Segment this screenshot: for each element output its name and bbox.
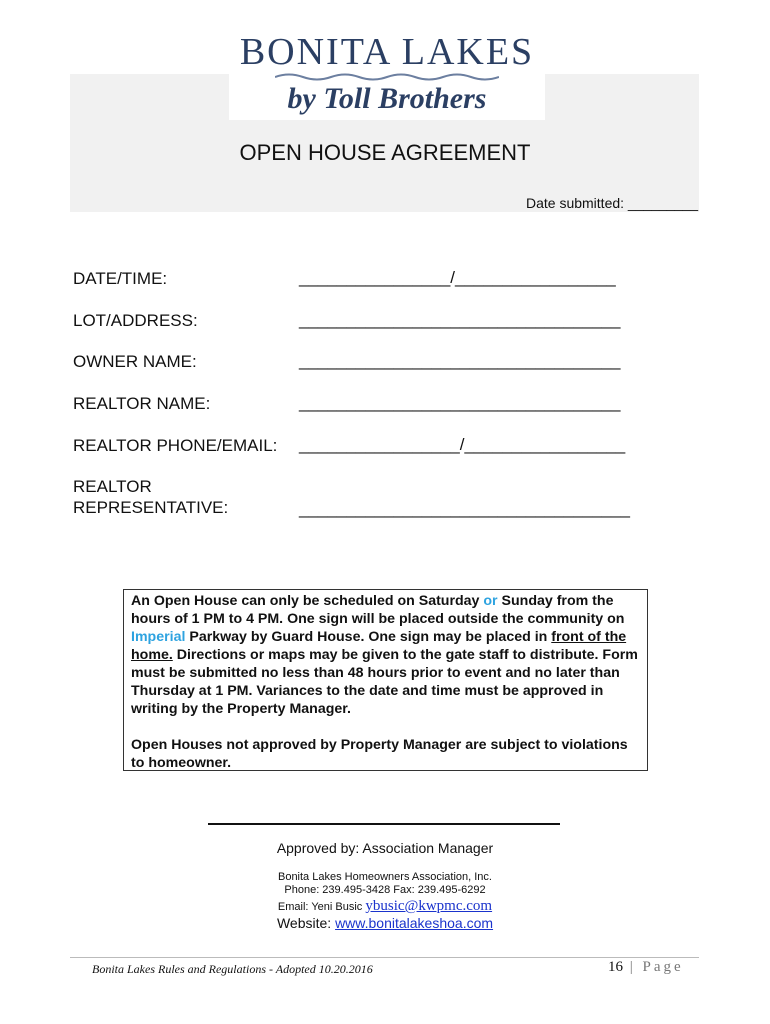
lot-address-label: LOT/ADDRESS: (73, 311, 198, 330)
realtor-name-label: REALTOR NAME: (73, 394, 211, 413)
page-title: OPEN HOUSE AGREEMENT (239, 140, 531, 165)
owner-name-field[interactable]: __________________________________ (299, 351, 621, 370)
date-time-field[interactable]: ________________/_________________ (299, 268, 616, 287)
date-submitted-field[interactable]: Date submitted: _________ (525, 195, 698, 211)
association-phone-fax: Phone: 239.495-3428 Fax: 239.495-6292 (284, 884, 486, 896)
logo-title: BONITA LAKES (239, 31, 535, 73)
email-link[interactable]: ybusic@kwpmc.com (365, 898, 493, 914)
page-number: 16 (608, 959, 623, 975)
rules-text: Parkway by Guard House. One sign may be placed in (185, 629, 552, 645)
email-prefix: Email: Yeni Busic (277, 901, 366, 913)
realtor-phone-email-label: REALTOR PHONE/EMAIL: (73, 436, 278, 455)
website-prefix: Website: (276, 915, 336, 931)
footer-document-title: Bonita Lakes Rules and Regulations - Adopted 10.20.2016 (92, 962, 373, 976)
realtor-representative-field[interactable]: ___________________________________ (299, 499, 630, 518)
rules-imperial-highlight: Imperial (131, 629, 186, 645)
rules-text: An Open House can only be scheduled on Saturday (131, 593, 484, 609)
page-label: | Page (623, 959, 684, 975)
rules-or-highlight: or (483, 593, 498, 609)
lot-address-field[interactable]: __________________________________ (299, 310, 621, 329)
rules-violation-paragraph: Open Houses not approved by Property Manager are subject to violations to homeowner. (131, 737, 628, 771)
footer-divider (70, 957, 699, 958)
association-name: Bonita Lakes Homeowners Association, Inc. (277, 871, 492, 883)
date-time-label: DATE/TIME: (73, 269, 168, 288)
realtor-name-field[interactable]: __________________________________ (299, 393, 621, 412)
association-email-line (0, 898, 770, 915)
realtor-representative-label (73, 476, 228, 518)
rules-box (123, 589, 648, 771)
footer-page-number (608, 959, 684, 976)
realtor-phone-email-field[interactable]: _________________/_________________ (299, 435, 626, 454)
realtor-representative-label-line1: REALTOR (73, 477, 152, 496)
rules-front-underline: front of the home. (131, 629, 627, 663)
signature-line[interactable] (208, 823, 560, 825)
website-link[interactable]: www.bonitalakeshoa.com (335, 915, 494, 931)
wave-icon (275, 72, 499, 82)
logo-subtitle: by Toll Brothers (287, 82, 487, 115)
association-website-line (0, 915, 770, 931)
rules-text: Directions or maps may be given to the gate staff to distribute. Form must be submitted no less than 48 hours prior to event and no later than Thursday at 1 PM. Variances to the date and time must be approved in writing by the Property Manager. (131, 647, 638, 717)
rules-paragraph (131, 592, 640, 718)
realtor-representative-label-line2: REPRESENTATIVE: (73, 498, 229, 517)
rules-text: Sunday from the hours of 1 PM to 4 PM. One sign will be placed outside the community on (131, 593, 625, 627)
bonita-lakes-logo (229, 28, 545, 120)
owner-name-label: OWNER NAME: (73, 352, 197, 371)
approval-label: Approved by: Association Manager (276, 840, 494, 856)
